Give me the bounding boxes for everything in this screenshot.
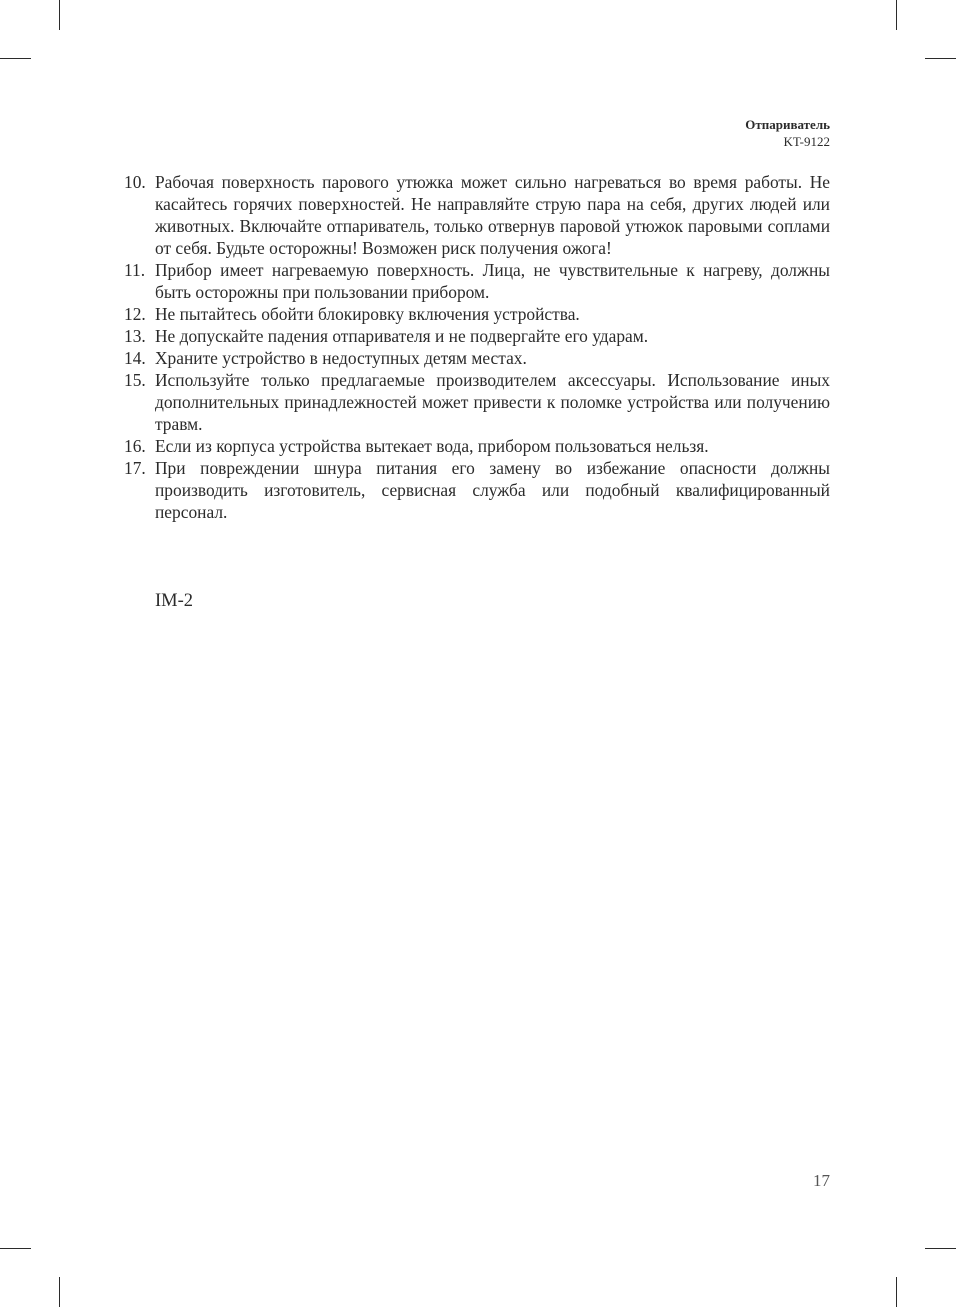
header-model: KT-9122 — [783, 134, 830, 149]
crop-mark-bottom-left-horizontal — [0, 1248, 31, 1249]
list-item — [124, 259, 830, 303]
safety-instructions-list — [124, 171, 830, 523]
crop-mark-top-left-horizontal — [0, 58, 31, 59]
crop-mark-bottom-right-horizontal — [925, 1248, 956, 1249]
crop-mark-bottom-left-vertical — [59, 1277, 60, 1307]
item-text: Прибор имеет нагреваемую поверхность. Лица, не чувствительные к нагреву, должны быть осторожны при пользовании прибором. — [155, 260, 830, 302]
header-product-title: Отпариватель — [745, 117, 830, 132]
item-text: Рабочая поверхность парового утюжка может сильно нагреваться во время работы. Не касайтесь горячих поверхностей. Не направляйте струю пара на себя, других людей или животных. Включайте отпариватель, только отвернув паровой утюжок паровыми соплами от себя. Будьте осторожны! Возможен риск получения ожога! — [155, 172, 830, 258]
item-text: Не пытайтесь обойти блокировку включения устройства. — [155, 304, 580, 324]
running-header — [745, 116, 830, 150]
item-number: 16. — [124, 436, 146, 456]
item-number: 15. — [124, 370, 146, 390]
item-number: 13. — [124, 326, 146, 346]
item-text: Если из корпуса устройства вытекает вода, прибором пользоваться нельзя. — [155, 436, 709, 456]
instruction-model-code: IM-2 — [155, 591, 194, 611]
list-item — [124, 435, 830, 457]
list-item — [124, 369, 830, 435]
crop-mark-top-right-vertical — [896, 0, 897, 30]
crop-mark-top-right-horizontal — [925, 58, 956, 59]
crop-mark-top-left-vertical — [59, 0, 60, 30]
item-number: 12. — [124, 304, 146, 324]
list-item — [124, 347, 830, 369]
list-item — [124, 325, 830, 347]
item-text: Используйте только предлагаемые производителем аксессуары. Использование иных дополнительных принадлежностей может привести к поломке устройства или получению травм. — [155, 370, 830, 434]
item-text: Храните устройство в недоступных детям местах. — [155, 348, 527, 368]
item-number: 11. — [124, 260, 146, 280]
list-item — [124, 457, 830, 523]
item-text: Не допускайте падения отпаривателя и не подвергайте его ударам. — [155, 326, 649, 346]
list-item — [124, 171, 830, 259]
list-item — [124, 303, 830, 325]
item-number: 10. — [124, 172, 146, 192]
page-number: 17 — [813, 1171, 830, 1190]
crop-mark-bottom-right-vertical — [896, 1277, 897, 1307]
item-text: При повреждении шнура питания его замену во избежание опасности должны производить изготовитель, сервисная служба или подобный квалифицированный персонал. — [155, 458, 830, 522]
item-number: 17. — [124, 458, 146, 478]
item-number: 14. — [124, 348, 146, 368]
